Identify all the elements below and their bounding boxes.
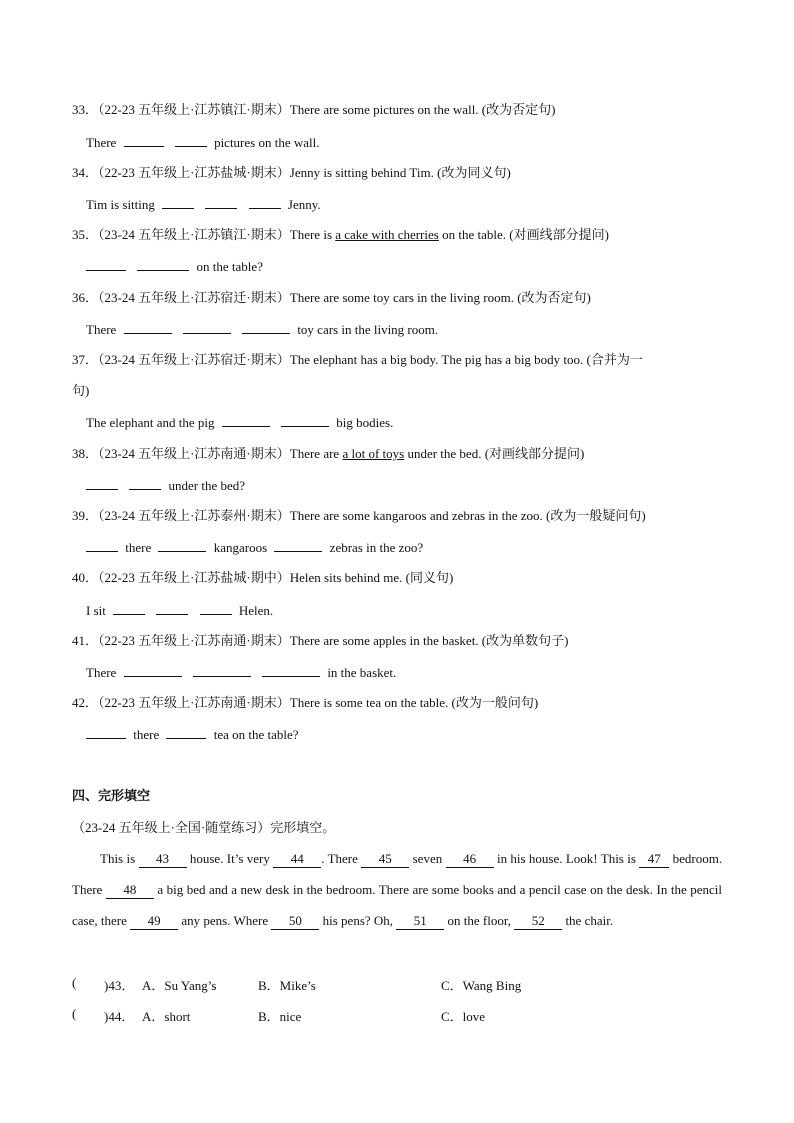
question-source: （22-23 五年级上·江苏盐城·期中） xyxy=(98,570,290,585)
cloze-blank-45[interactable]: 45 xyxy=(361,851,409,868)
question-35 xyxy=(72,226,609,244)
answer-line-36 xyxy=(86,320,438,339)
question-text: under the bed. (对画线部分提问) xyxy=(404,446,585,461)
question-39 xyxy=(72,507,646,525)
option-b[interactable]: B．Mike’s xyxy=(258,978,316,993)
question-number: 35． xyxy=(72,227,99,242)
blank[interactable] xyxy=(124,663,182,677)
answer-word: there xyxy=(125,540,152,555)
answer-prefix: There xyxy=(86,665,117,680)
blank[interactable] xyxy=(137,257,189,271)
question-number: 38． xyxy=(72,446,99,461)
question-source: （22-23 五年级上·江苏南通·期末） xyxy=(98,633,290,648)
cloze-blank-48[interactable]: 48 xyxy=(106,882,154,899)
blank[interactable] xyxy=(86,476,118,490)
question-source: （22-23 五年级上·江苏南通·期末） xyxy=(98,695,290,710)
question-source: （23-24 五年级上·江苏镇江·期末） xyxy=(98,227,290,242)
question-source: （23-24 五年级上·江苏泰州·期末） xyxy=(98,508,290,523)
answer-line-41 xyxy=(86,663,396,682)
answer-prefix: There xyxy=(86,135,117,150)
answer-suffix: in the basket. xyxy=(327,665,397,680)
answer-prefix: The elephant and the pig xyxy=(86,415,215,430)
answer-suffix: Jenny. xyxy=(287,197,321,212)
blank[interactable] xyxy=(86,725,126,739)
blank[interactable] xyxy=(281,413,329,427)
cloze-blank-50[interactable]: 50 xyxy=(271,913,319,930)
blank[interactable] xyxy=(124,133,164,147)
answer-bracket-open[interactable]: ( xyxy=(72,1006,77,1021)
option-b[interactable]: B．nice xyxy=(258,1009,302,1024)
question-source: （23-24 五年级上·江苏南通·期末） xyxy=(98,446,290,461)
question-text: The elephant has a big body. The pig has a big body too. (合并为一 xyxy=(289,352,643,367)
question-37 xyxy=(72,351,643,369)
option-number: )44． xyxy=(104,1009,135,1024)
question-number: 34． xyxy=(72,165,99,180)
question-number: 39． xyxy=(72,508,99,523)
blank[interactable] xyxy=(205,195,237,209)
blank[interactable] xyxy=(175,133,207,147)
answer-bracket-open[interactable]: ( xyxy=(72,975,77,990)
answer-line-34 xyxy=(86,195,321,214)
question-source: （22-23 五年级上·江苏盐城·期末） xyxy=(98,165,290,180)
question-source: （23-24 五年级上·江苏宿迁·期末） xyxy=(98,290,290,305)
underlined-phrase: a cake with cherries xyxy=(335,227,439,242)
passage-text: his pens? Oh, xyxy=(322,913,394,928)
passage-text: a big bed and a new desk in the bedroom. There are some books and a pencil case on the desk. In the pencil case, there xyxy=(72,882,722,928)
answer-suffix: tea on the table? xyxy=(213,727,299,742)
question-text: 句) xyxy=(72,383,90,398)
answer-line-42 xyxy=(86,725,299,744)
question-text: There are xyxy=(289,446,343,461)
question-text: Jenny is sitting behind Tim. (改为同义句) xyxy=(289,165,511,180)
question-number: 37． xyxy=(72,352,99,367)
question-source: （22-23 五年级上·江苏镇江·期末） xyxy=(98,102,290,117)
answer-line-39 xyxy=(86,538,423,557)
cloze-blank-43[interactable]: 43 xyxy=(139,851,187,868)
answer-suffix: on the table? xyxy=(196,259,263,274)
cloze-passage xyxy=(72,843,722,936)
question-text: There are some pictures on the wall. (改为否定句) xyxy=(289,102,556,117)
answer-prefix: Tim is sitting xyxy=(86,197,155,212)
cloze-blank-44[interactable]: 44 xyxy=(273,851,321,868)
question-40 xyxy=(72,569,453,587)
option-number: )43． xyxy=(104,978,135,993)
question-41 xyxy=(72,632,568,650)
blank[interactable] xyxy=(129,476,161,490)
question-38 xyxy=(72,445,584,463)
cloze-blank-51[interactable]: 51 xyxy=(396,913,444,930)
option-c[interactable]: C．Wang Bing xyxy=(441,978,522,993)
answer-word: kangaroos xyxy=(213,540,268,555)
answer-line-40 xyxy=(86,601,273,620)
question-36 xyxy=(72,289,591,307)
underlined-phrase: a lot of toys xyxy=(342,446,405,461)
answer-suffix: big bodies. xyxy=(336,415,394,430)
blank[interactable] xyxy=(86,257,126,271)
blank[interactable] xyxy=(222,413,270,427)
question-37-wrap xyxy=(72,382,89,400)
cloze-blank-49[interactable]: 49 xyxy=(130,913,178,930)
cloze-blank-52[interactable]: 52 xyxy=(514,913,562,930)
question-number: 42． xyxy=(72,695,99,710)
question-34 xyxy=(72,164,511,182)
blank[interactable] xyxy=(158,538,206,552)
blank[interactable] xyxy=(166,725,206,739)
blank[interactable] xyxy=(249,195,281,209)
answer-suffix: pictures on the wall. xyxy=(214,135,320,150)
question-42 xyxy=(72,694,538,712)
question-source: （23-24 五年级上·江苏宿迁·期末） xyxy=(98,352,290,367)
passage-text: in his house. Look! This is xyxy=(496,851,636,866)
passage-text: seven xyxy=(412,851,443,866)
blank[interactable] xyxy=(183,320,231,334)
answer-suffix: Helen. xyxy=(238,603,274,618)
answer-suffix: zebras in the zoo? xyxy=(329,540,424,555)
answer-suffix: toy cars in the living room. xyxy=(297,322,439,337)
answer-suffix: under the bed? xyxy=(168,478,246,493)
question-number: 41． xyxy=(72,633,99,648)
passage-text: on the floor, xyxy=(447,913,511,928)
cloze-blank-46[interactable]: 46 xyxy=(446,851,494,868)
option-a[interactable]: A．Su Yang’s xyxy=(142,978,217,993)
passage-text: house. It’s very xyxy=(189,851,270,866)
blank[interactable] xyxy=(193,663,251,677)
blank[interactable] xyxy=(242,320,290,334)
answer-line-33 xyxy=(86,133,319,152)
blank[interactable] xyxy=(156,601,188,615)
passage-text: the chair. xyxy=(565,913,614,928)
blank[interactable] xyxy=(274,538,322,552)
option-a[interactable]: A．short xyxy=(142,1009,191,1024)
section-intro: （23-24 五年级上·全国·随堂练习）完形填空。 xyxy=(72,820,336,835)
question-text: There is some tea on the table. (改为一般问句) xyxy=(289,695,539,710)
section-heading: 四、完形填空 xyxy=(72,789,151,804)
question-number: 36． xyxy=(72,290,99,305)
question-text: There are some toy cars in the living room. (改为否定句) xyxy=(289,290,591,305)
cloze-blank-47[interactable]: 47 xyxy=(639,851,669,868)
question-text: Helen sits behind me. (同义句) xyxy=(289,570,454,585)
answer-prefix: There xyxy=(86,322,117,337)
answer-line-37 xyxy=(86,413,393,432)
answer-line-38 xyxy=(86,476,245,495)
question-text: on the table. (对画线部分提问) xyxy=(438,227,609,242)
blank[interactable] xyxy=(262,663,320,677)
answer-word: there xyxy=(133,727,160,742)
answer-prefix: I sit xyxy=(86,603,106,618)
question-text: There are some apples in the basket. (改为单数句子) xyxy=(289,633,569,648)
passage-text: bedroom. There xyxy=(72,851,723,897)
option-c[interactable]: C．love xyxy=(441,1009,486,1024)
passage-text: This is xyxy=(100,851,136,866)
question-text: There are some kangaroos and zebras in the zoo. (改为一般疑问句) xyxy=(289,508,646,523)
question-number: 40． xyxy=(72,570,99,585)
blank[interactable] xyxy=(200,601,232,615)
passage-text: any pens. Where xyxy=(181,913,269,928)
blank[interactable] xyxy=(113,601,145,615)
question-number: 33． xyxy=(72,102,99,117)
passage-text: . There xyxy=(321,851,358,866)
blank[interactable] xyxy=(124,320,172,334)
answer-line-35 xyxy=(86,257,263,276)
question-33 xyxy=(72,101,555,119)
question-text: There is xyxy=(289,227,336,242)
blank[interactable] xyxy=(162,195,194,209)
blank[interactable] xyxy=(86,538,118,552)
